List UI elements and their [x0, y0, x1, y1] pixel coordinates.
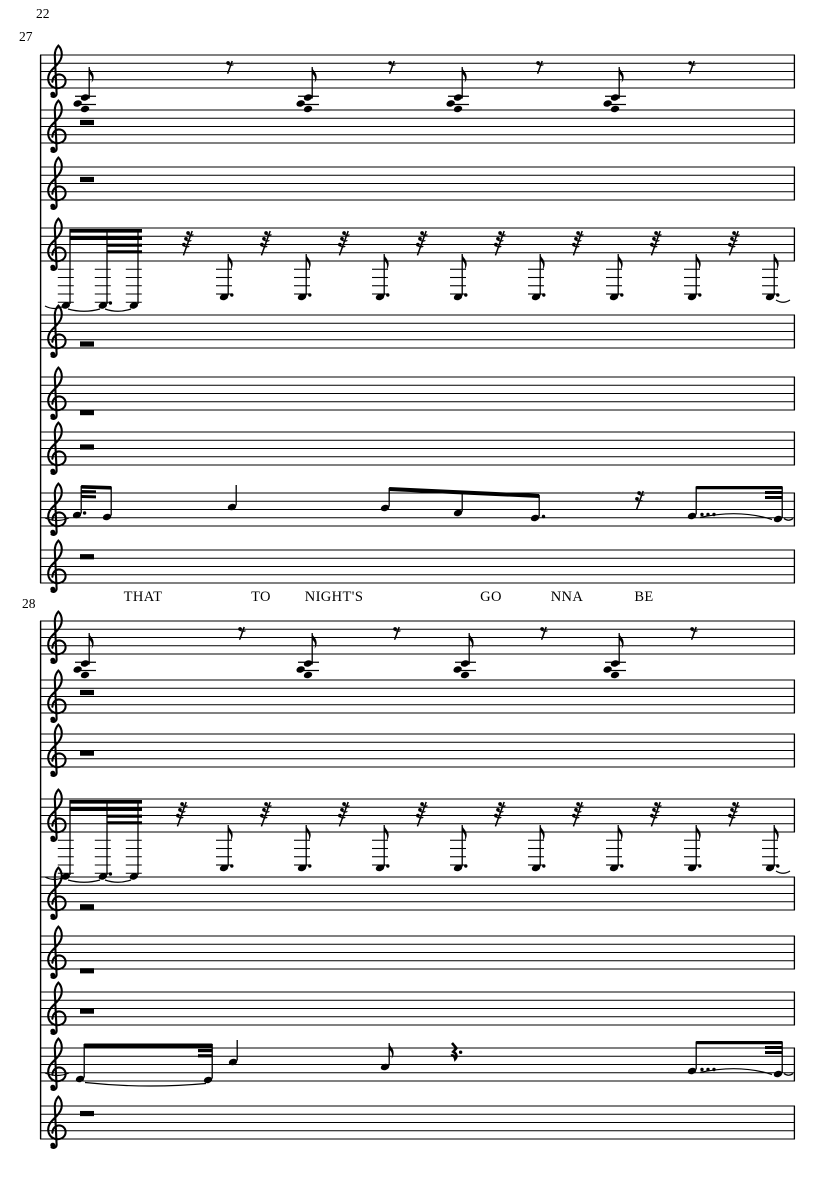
- lyric-syllable: GO: [480, 589, 502, 605]
- lyric-syllable: TO: [251, 589, 271, 605]
- lyric-syllable: NIGHT'S: [304, 589, 364, 605]
- measure-number-first-system: 27: [19, 29, 33, 44]
- measure-number-second-system: 28: [22, 596, 36, 611]
- lyric-syllable: NNA: [550, 589, 584, 605]
- lyric-syllable: BE: [634, 589, 654, 605]
- rehearsal-number: 22: [36, 6, 50, 21]
- lyric-syllable: THAT: [123, 589, 163, 605]
